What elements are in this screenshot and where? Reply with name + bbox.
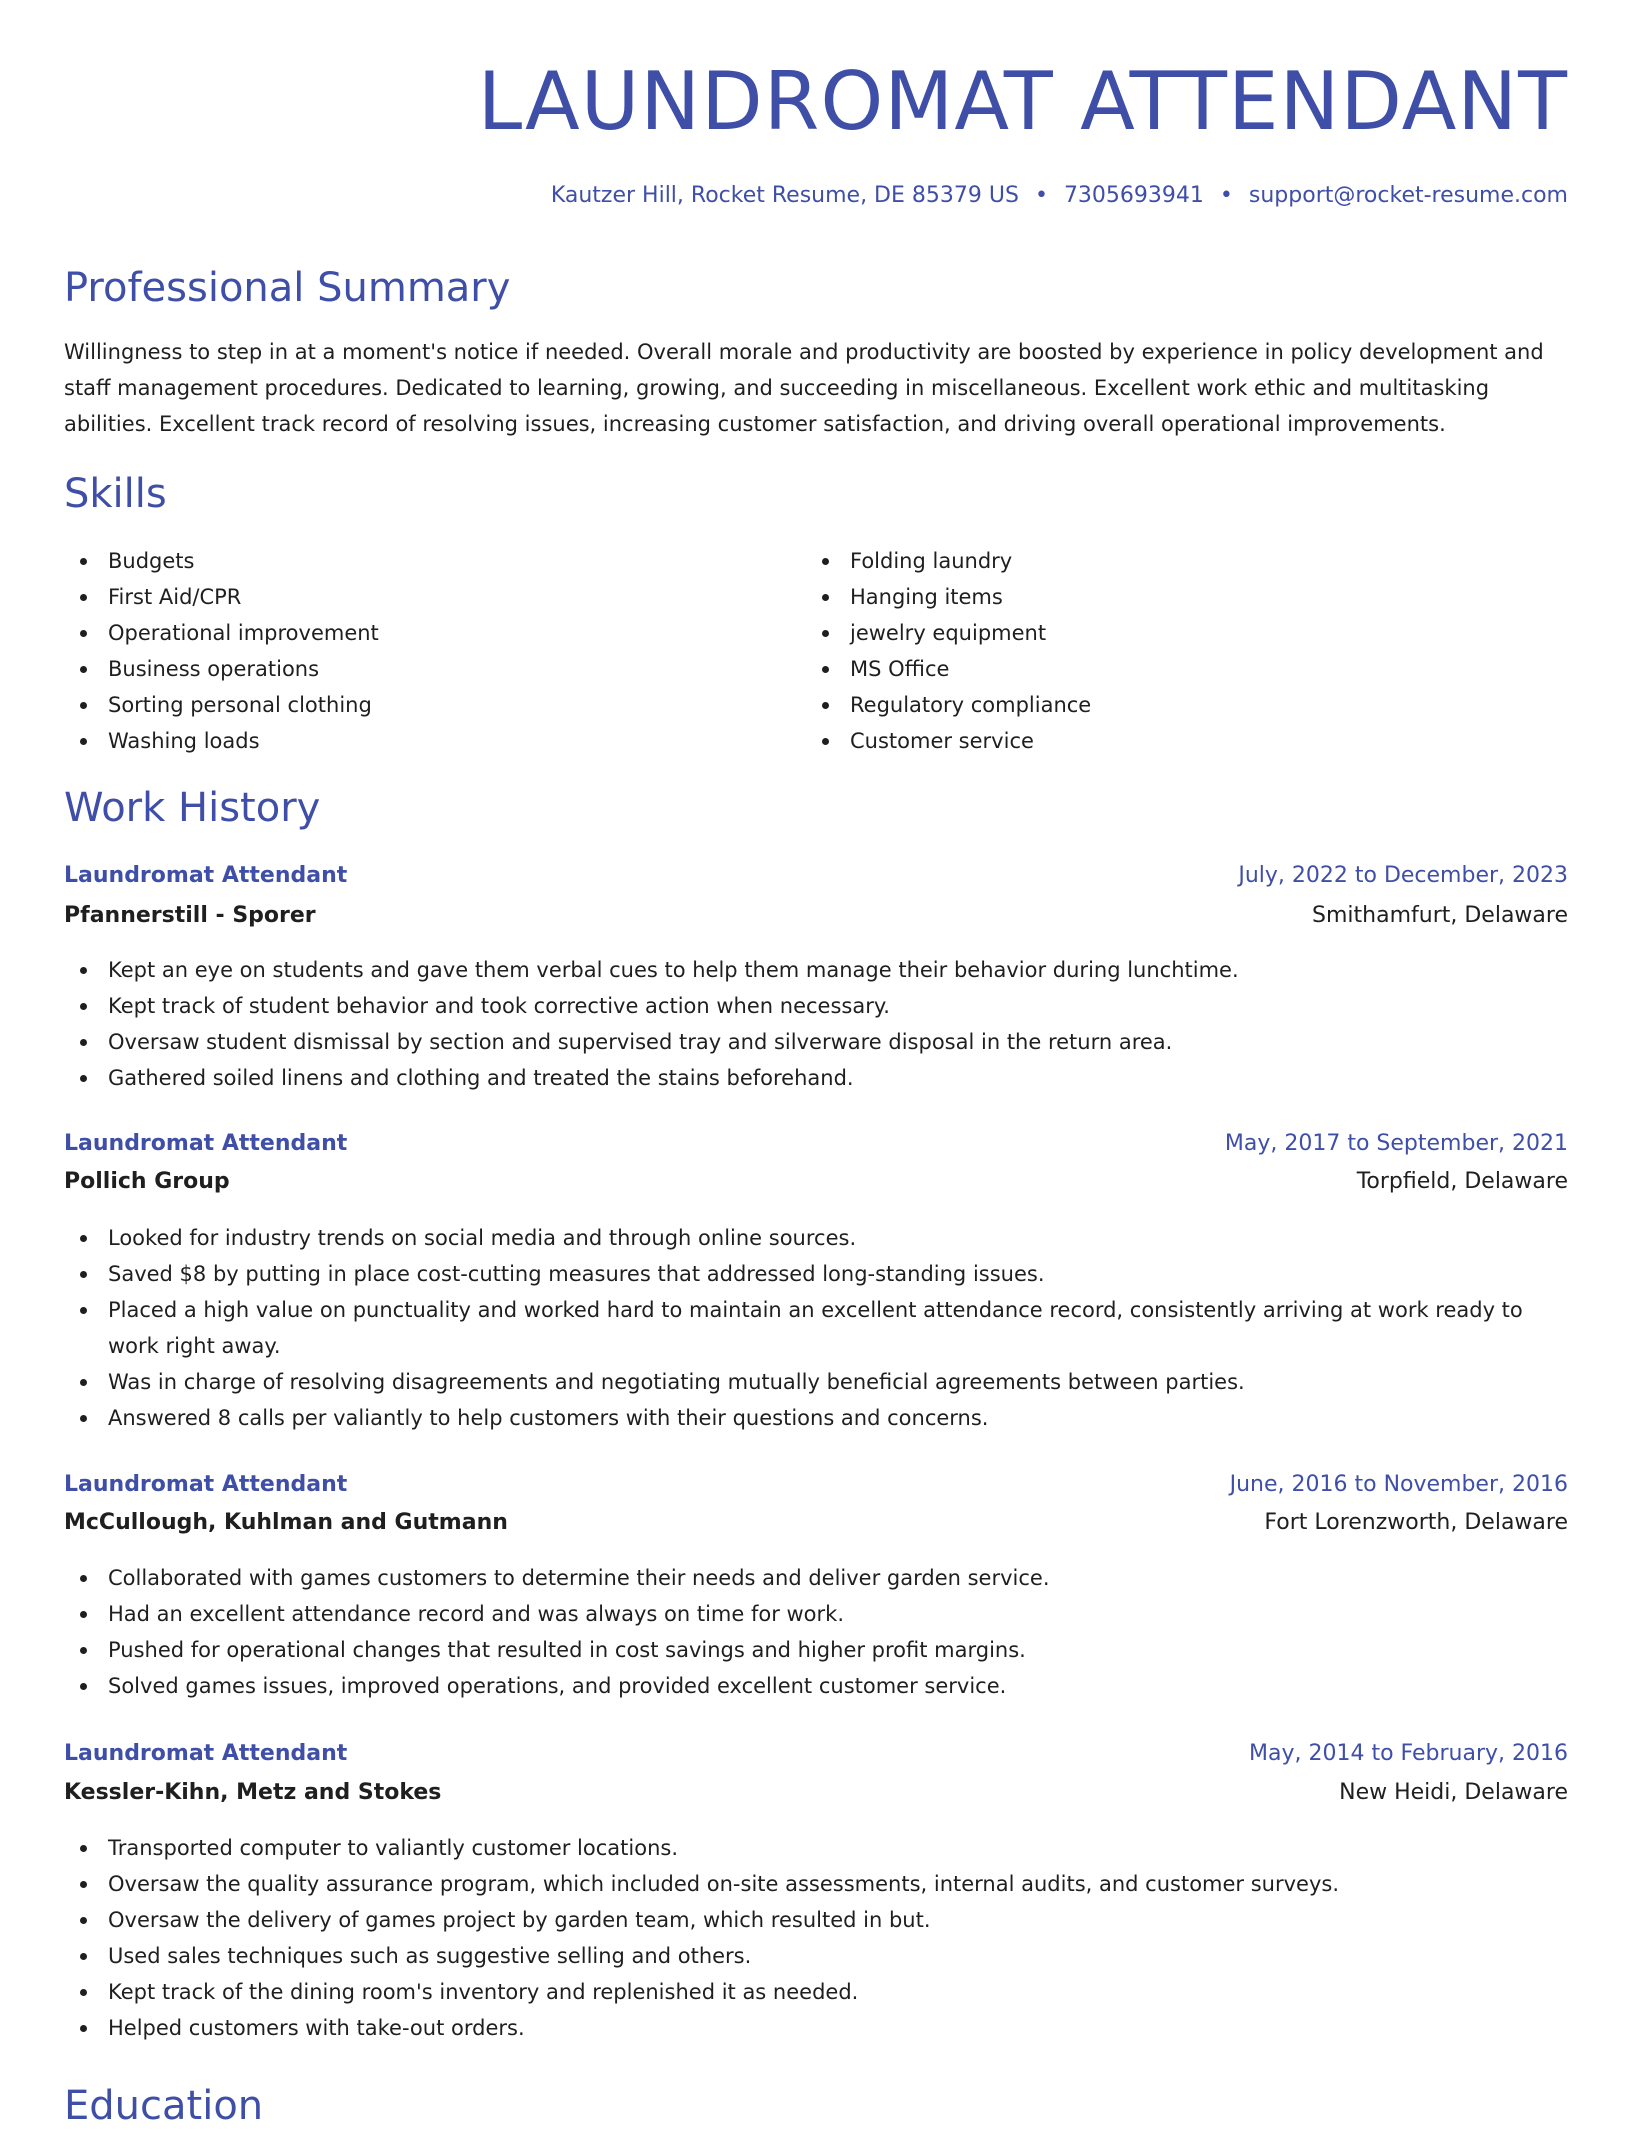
skill-item: Business operations	[64, 651, 379, 687]
skill-item: jewelry equipment	[806, 615, 1091, 651]
job-duty: Kept track of the dining room's inventory and replenished it as needed.	[64, 1974, 1568, 2010]
job-duty: Gathered soiled linens and clothing and treated the stains beforehand.	[64, 1060, 1568, 1096]
summary-heading: Professional Summary	[64, 265, 511, 311]
skills-list-right	[806, 543, 1091, 759]
job-duties-list	[64, 1830, 1568, 2046]
work-history-heading: Work History	[64, 785, 321, 831]
job-location: Smithamfurt, Delaware	[1312, 903, 1568, 928]
job-title: Laundromat Attendant	[64, 1472, 348, 1497]
skill-item: MS Office	[806, 651, 1091, 687]
job-title: Laundromat Attendant	[64, 1131, 348, 1156]
job-duty: Placed a high value on punctuality and worked hard to maintain an excellent attendance record, consistently arriving at work ready to work right away.	[64, 1292, 1568, 1364]
skill-item: Operational improvement	[64, 615, 379, 651]
job-dates: June, 2016 to November, 2016	[1229, 1472, 1568, 1497]
job-company: Pollich Group	[64, 1169, 230, 1194]
job-duty: Collaborated with games customers to determine their needs and deliver garden service.	[64, 1560, 1568, 1596]
summary-text: Willingness to step in at a moment's notice if needed. Overall morale and productivity are boosted by experience in policy development and staff management procedures. Dedicated to learning, growing, and succeeding in miscellaneous. Excellent work ethic and multitasking abilities. Excellent track record of resolving issues, increasing customer satisfaction, and driving overall operational improvements.	[64, 340, 1544, 436]
job-duty: Oversaw the delivery of games project by garden team, which resulted in but.	[64, 1902, 1568, 1938]
contact-line	[551, 180, 1568, 212]
job-duty: Had an excellent attendance record and was always on time for work.	[64, 1596, 1568, 1632]
job-duties-list	[64, 952, 1568, 1096]
skills-list-left	[64, 543, 379, 759]
skill-item: Sorting personal clothing	[64, 687, 379, 723]
job-duties-list	[64, 1560, 1568, 1704]
job-title: Laundromat Attendant	[64, 863, 348, 888]
job-duty: Solved games issues, improved operations, and provided excellent customer service.	[64, 1668, 1568, 1704]
contact-email: support@rocket-resume.com	[1248, 183, 1568, 208]
job-duty: Kept an eye on students and gave them verbal cues to help them manage their behavior during lunchtime.	[64, 952, 1568, 988]
job-duty: Saved $8 by putting in place cost-cutting measures that addressed long-standing issues.	[64, 1256, 1568, 1292]
job-duty: Was in charge of resolving disagreements and negotiating mutually beneficial agreements between parties.	[64, 1364, 1568, 1400]
skill-item: Folding laundry	[806, 543, 1091, 579]
skill-item: Washing loads	[64, 723, 379, 759]
job-dates: July, 2022 to December, 2023	[1238, 863, 1568, 888]
job-duty: Oversaw student dismissal by section and supervised tray and silverware disposal in the return area.	[64, 1024, 1568, 1060]
job-duty: Oversaw the quality assurance program, which included on-site assessments, internal audits, and customer surveys.	[64, 1866, 1568, 1902]
job-duty: Helped customers with take-out orders.	[64, 2010, 1568, 2046]
job-duty: Pushed for operational changes that resulted in cost savings and higher profit margins.	[64, 1632, 1568, 1668]
job-location: New Heidi, Delaware	[1339, 1780, 1568, 1805]
job-title: Laundromat Attendant	[64, 1741, 348, 1766]
job-dates: May, 2017 to September, 2021	[1224, 1131, 1568, 1156]
job-duties-list	[64, 1220, 1568, 1436]
job-duty: Transported computer to valiantly customer locations.	[64, 1830, 1568, 1866]
skills-heading: Skills	[64, 471, 167, 517]
contact-separator: •	[1219, 183, 1233, 208]
job-duty: Used sales techniques such as suggestive selling and others.	[64, 1938, 1568, 1974]
resume-title: LAUNDROMAT ATTENDANT	[477, 55, 1568, 148]
job-duty: Looked for industry trends on social media and through online sources.	[64, 1220, 1568, 1256]
contact-phone: 7305693941	[1063, 183, 1204, 208]
job-duty: Kept track of student behavior and took corrective action when necessary.	[64, 988, 1568, 1024]
job-company: Kessler-Kihn, Metz and Stokes	[64, 1780, 442, 1805]
skill-item: First Aid/CPR	[64, 579, 379, 615]
skill-item: Hanging items	[806, 579, 1091, 615]
skill-item: Customer service	[806, 723, 1091, 759]
contact-separator: •	[1034, 183, 1048, 208]
skill-item: Budgets	[64, 543, 379, 579]
job-location: Fort Lorenzworth, Delaware	[1264, 1510, 1568, 1535]
job-location: Torpfield, Delaware	[1356, 1169, 1568, 1194]
job-dates: May, 2014 to February, 2016	[1249, 1741, 1568, 1766]
education-heading: Education	[64, 2083, 264, 2129]
contact-address: Kautzer Hill, Rocket Resume, DE 85379 US	[550, 183, 1019, 208]
job-company: Pfannerstill - Sporer	[64, 903, 316, 928]
skill-item: Regulatory compliance	[806, 687, 1091, 723]
job-company: McCullough, Kuhlman and Gutmann	[64, 1510, 508, 1535]
job-duty: Answered 8 calls per valiantly to help customers with their questions and concerns.	[64, 1400, 1568, 1436]
